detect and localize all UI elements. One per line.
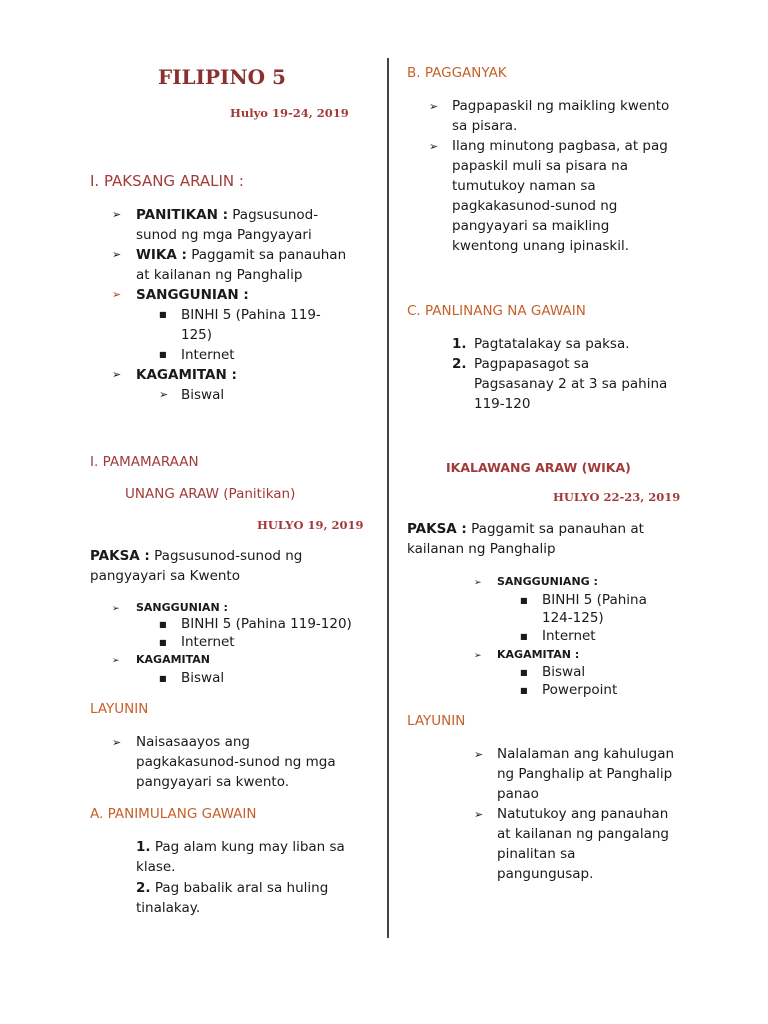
panlinang-heading: C. PANLINANG NA GAWAIN <box>407 303 586 319</box>
layunin-heading: LAYUNIN <box>90 701 149 717</box>
arrow-bullet-icon: ➢ <box>112 368 122 381</box>
layunin-line-1: Naisasaayos ang <box>136 734 250 750</box>
panimulang-item-1-line-2: klase. <box>136 859 176 875</box>
arrow-bullet-icon: ➢ <box>112 736 122 749</box>
paksa-line-1: PAKSA : Pagsusunod-sunod ng <box>90 548 303 564</box>
square-bullet-icon: ■ <box>159 674 167 683</box>
arrow-bullet-icon: ➢ <box>112 656 120 666</box>
wika-line-1: WIKA : Paggamit sa panauhan <box>136 247 347 263</box>
panlinang-item-2-number: 2. <box>452 356 467 372</box>
pagganyak-item-2-line-1: Ilang minutong pagbasa, at pag <box>452 138 668 154</box>
kagamitan-label: KAGAMITAN : <box>497 648 580 661</box>
binhi-item: BINHI 5 (Pahina 119-120) <box>181 616 352 632</box>
panimulang-gawain-heading: A. PANIMULANG GAWAIN <box>90 806 257 822</box>
pagganyak-item-1-line-2: sa pisara. <box>452 118 518 134</box>
square-bullet-icon: ■ <box>159 638 167 647</box>
pamamaraan-heading: I. PAMAMARAAN <box>90 454 199 470</box>
square-bullet-icon: ■ <box>159 310 167 319</box>
biswal-item: Biswal <box>542 664 586 680</box>
arrow-bullet-icon: ➢ <box>112 604 120 614</box>
square-bullet-icon: ■ <box>520 596 528 605</box>
column-divider <box>387 58 389 938</box>
panlinang-item-2-line-3: 119-120 <box>474 396 531 412</box>
paksang-aralin-heading: I. PAKSANG ARALIN : <box>90 172 244 190</box>
ikalawang-araw-heading: IKALAWANG ARAW (WIKA) <box>446 460 631 475</box>
unang-araw-heading: UNANG ARAW (Panitikan) <box>125 486 296 502</box>
square-bullet-icon: ■ <box>520 668 528 677</box>
panitikan-line-2: sunod ng mga Pangyayari <box>136 227 312 243</box>
date-range: Hulyo 19-24, 2019 <box>230 106 349 120</box>
pagganyak-item-2-line-3: tumutukoy naman sa <box>452 178 596 194</box>
panlinang-item-2-line-1: Pagpapasagot sa <box>474 356 590 372</box>
unang-araw-date: HULYO 19, 2019 <box>257 518 364 532</box>
sanggunian-label: SANGGUNIAN : <box>136 287 249 303</box>
square-bullet-icon: ■ <box>159 620 167 629</box>
sanggunian-label: SANGGUNIAN : <box>136 601 228 614</box>
kagamitan-label: KAGAMITAN <box>136 653 210 666</box>
ikalawang-paksa-line-2: kailanan ng Panghalip <box>407 541 556 557</box>
layunin-item-2-line-1: Natutukoy ang panauhan <box>497 806 669 822</box>
panimulang-item-1-line-1: 1. Pag alam kung may liban sa <box>136 839 345 855</box>
paksa-line-2: pangyayari sa Kwento <box>90 568 240 584</box>
layunin-item-1-line-1: Nalalaman ang kahulugan <box>497 746 675 762</box>
arrow-bullet-icon: ➢ <box>474 578 482 588</box>
binhi-line-1: BINHI 5 (Pahina 119- <box>181 307 321 323</box>
sanggunian-label: SANGGUNIANG : <box>497 575 598 588</box>
binhi-line-2: 124-125) <box>542 610 604 626</box>
ikalawang-paksa-line-1: PAKSA : Paggamit sa panauhan at <box>407 521 644 537</box>
page-title: FILIPINO 5 <box>158 65 286 89</box>
layunin-line-2: pagkakasunod-sunod ng mga <box>136 754 336 770</box>
arrow-bullet-icon: ➢ <box>474 651 482 661</box>
arrow-bullet-icon: ➢ <box>429 100 439 113</box>
square-bullet-icon: ■ <box>520 632 528 641</box>
pagganyak-heading: B. PAGGANYAK <box>407 65 507 81</box>
arrow-bullet-icon: ➢ <box>159 388 169 401</box>
biswal-item: Biswal <box>181 387 225 403</box>
binhi-line-1: BINHI 5 (Pahina <box>542 592 647 608</box>
wika-line-2: at kailanan ng Panghalip <box>136 267 303 283</box>
ikalawang-araw-date: HULYO 22-23, 2019 <box>553 490 681 504</box>
kagamitan-label: KAGAMITAN : <box>136 367 237 383</box>
panlinang-item-1: Pagtatalakay sa paksa. <box>474 336 630 352</box>
layunin-item-1-line-2: ng Panghalip at Panghalip <box>497 766 673 782</box>
panimulang-item-2-line-1: 2. Pag babalik aral sa huling <box>136 880 329 896</box>
square-bullet-icon: ■ <box>159 350 167 359</box>
internet-item: Internet <box>542 628 596 644</box>
arrow-bullet-icon: ➢ <box>112 208 122 221</box>
layunin-line-3: pangyayari sa kwento. <box>136 774 290 790</box>
layunin-item-2-line-3: pinalitan sa <box>497 846 576 862</box>
arrow-bullet-icon: ➢ <box>474 808 484 821</box>
biswal-item: Biswal <box>181 670 225 686</box>
panimulang-item-2-line-2: tinalakay. <box>136 900 201 916</box>
panlinang-item-2-line-2: Pagsasanay 2 at 3 sa pahina <box>474 376 668 392</box>
layunin-item-2-line-4: pangungusap. <box>497 866 594 882</box>
layunin-item-2-line-2: at kailanan ng pangalang <box>497 826 669 842</box>
arrow-bullet-icon: ➢ <box>112 288 122 301</box>
panlinang-item-1-number: 1. <box>452 336 467 352</box>
pagganyak-item-2-line-6: kwentong unang ipinaskil. <box>452 238 630 254</box>
internet-item: Internet <box>181 347 235 363</box>
pagganyak-item-2-line-2: papaskil muli sa pisara na <box>452 158 628 174</box>
arrow-bullet-icon: ➢ <box>112 248 122 261</box>
arrow-bullet-icon: ➢ <box>474 748 484 761</box>
layunin-item-1-line-3: panao <box>497 786 539 802</box>
binhi-line-2: 125) <box>181 327 213 343</box>
square-bullet-icon: ■ <box>520 686 528 695</box>
layunin-heading: LAYUNIN <box>407 713 466 729</box>
panitikan-line-1: PANITIKAN : Pagsusunod- <box>136 207 319 223</box>
powerpoint-item: Powerpoint <box>542 682 618 698</box>
internet-item: Internet <box>181 634 235 650</box>
pagganyak-item-2-line-4: pagkakasunod-sunod ng <box>452 198 618 214</box>
pagganyak-item-1-line-1: Pagpapaskil ng maikling kwento <box>452 98 670 114</box>
pagganyak-item-2-line-5: pangyayari sa maikling <box>452 218 610 234</box>
arrow-bullet-icon: ➢ <box>429 140 439 153</box>
